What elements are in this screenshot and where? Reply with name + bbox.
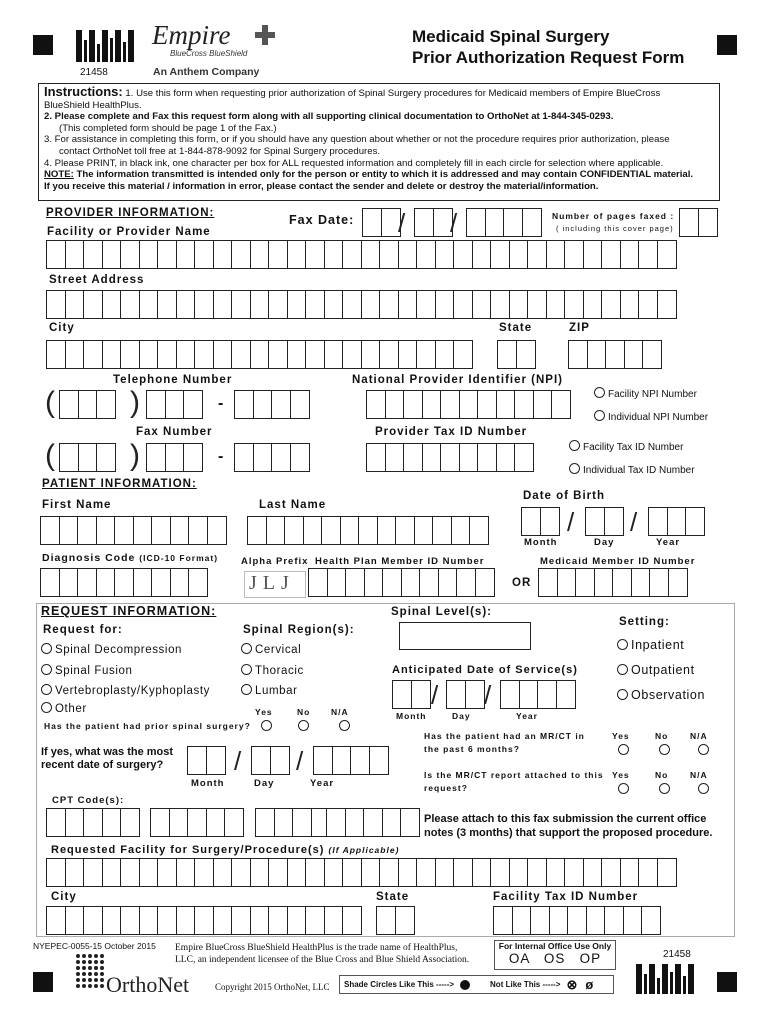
zip-input[interactable] (568, 340, 661, 369)
spinal-level-label: Spinal Level(s): (391, 606, 492, 618)
registration-mark-top-left (33, 35, 53, 55)
dob-slash-2: / (630, 507, 638, 537)
mr2-no-label: No (655, 770, 669, 780)
dob-month[interactable] (521, 507, 558, 536)
form-id: NYEPEC-0055-15 October 2015 (33, 941, 156, 951)
mr2-no-radio[interactable] (659, 783, 670, 794)
npi-label: National Provider Identifier (NPI) (352, 374, 563, 386)
pages-faxed-sub: ( including this cover page) (556, 224, 674, 233)
dob-month-label: Month (524, 537, 558, 548)
last-name-input[interactable] (247, 516, 488, 545)
service-slash-2: / (484, 680, 492, 710)
facility-tax-radio[interactable] (569, 440, 580, 451)
facility-tax-id-input[interactable] (493, 906, 660, 935)
mr-question-1: Has the patient had an MR/CT in (424, 731, 585, 741)
outpatient-label: Outpatient (631, 663, 695, 677)
service-year-label: Year (516, 711, 538, 721)
vertebroplasty-label: Vertebroplasty/Kyphoplasty (55, 685, 210, 697)
registration-mark-top-right (717, 35, 737, 55)
form-code-top: 21458 (80, 67, 108, 78)
phone-paren-close: ) (130, 386, 140, 419)
facility-npi-option[interactable] (594, 387, 697, 400)
fusion-radio[interactable] (41, 664, 52, 675)
trade-line-1: Empire BlueCross BlueShield HealthPlus is the trade name of HealthPlus, (175, 943, 458, 953)
registration-mark-bottom-left (33, 972, 53, 992)
orthonet-dots-icon (76, 954, 104, 988)
fax-paren-close: ) (130, 439, 140, 472)
mr2-na-label: N/A (690, 770, 708, 780)
diagnosis-label (42, 552, 218, 564)
facility-tax-option[interactable] (569, 440, 683, 453)
phone-area-code[interactable] (59, 390, 115, 419)
first-name-label: First Name (42, 499, 112, 511)
phone-dash: - (218, 395, 224, 412)
fax-number-label: Fax Number (136, 426, 213, 438)
city-input[interactable] (46, 340, 472, 369)
region-thoracic[interactable] (241, 664, 304, 677)
thoracic-radio[interactable] (241, 664, 252, 675)
title-line-1: Medicaid Spinal Surgery (412, 27, 610, 46)
mr2-na-radio[interactable] (698, 783, 709, 794)
facility-state-label: State (376, 891, 410, 903)
individual-tax-radio[interactable] (569, 463, 580, 474)
alpha-prefix-value: JLJ (244, 571, 306, 598)
mr1-yes-radio[interactable] (618, 744, 629, 755)
city-label: City (49, 322, 75, 334)
other-label: Other (55, 703, 87, 715)
instruction-2: 2. Please complete and Fax this request form along with all supporting clinical documentation to OrthoNet at 1-844-345-0293. (44, 111, 614, 123)
note-line-2: If you receive this material / information in error, please contact the sender and delete or destroy the material/information. (44, 180, 599, 192)
fax-line[interactable] (234, 443, 308, 472)
decompression-label: Spinal Decompression (55, 644, 183, 656)
fax-prefix[interactable] (146, 443, 202, 472)
trade-line-2: LLC, an independent licensee of the Blue Cross and Blue Shield Association. (175, 955, 470, 965)
diagnosis-format: (ICD-10 Format) (139, 553, 219, 563)
fax-date-day[interactable] (414, 208, 451, 237)
fax-date-slash-2: / (450, 208, 458, 238)
logo-name: Empire (152, 20, 231, 50)
setting-label: Setting: (619, 616, 670, 628)
shade-like-text: Shade Circles Like This -----> (344, 980, 455, 989)
attach-note (424, 812, 712, 840)
surgery-month-label: Month (191, 778, 225, 789)
first-name-input[interactable] (40, 516, 225, 545)
mr1-no-radio[interactable] (659, 744, 670, 755)
spinal-region-label: Spinal Region(s): (243, 624, 355, 636)
request-section-title: REQUEST INFORMATION: (41, 604, 217, 618)
dob-year-label: Year (656, 537, 681, 548)
observation-label: Observation (631, 688, 705, 702)
note-label: NOTE: (44, 169, 74, 181)
requested-facility-label (51, 844, 399, 856)
office-use-label: For Internal Office Use Only (498, 941, 612, 951)
recent-date-q2: recent date of surgery? (41, 759, 164, 771)
logo-sub: BlueCross BlueShield (170, 49, 248, 58)
title-line-2: Prior Authorization Request Form (412, 48, 685, 67)
tax-id-input[interactable] (366, 443, 533, 472)
prior-yes-label: Yes (255, 707, 273, 717)
individual-tax-option[interactable] (569, 463, 695, 476)
dob-label: Date of Birth (523, 490, 605, 502)
prior-surgery-question: Has the patient had prior spinal surgery? (44, 721, 251, 731)
provider-section-title: PROVIDER INFORMATION: (46, 207, 215, 219)
facility-state-input[interactable] (376, 906, 413, 935)
pages-faxed-label: Number of pages faxed : (552, 211, 675, 221)
state-label: State (499, 322, 533, 334)
facility-tax-id-label: Facility Tax ID Number (493, 891, 639, 903)
facility-tax-label: Facility Tax ID Number (583, 442, 684, 453)
mr-question-2: Is the MR/CT report attached to this (424, 770, 604, 780)
option-spinal-fusion[interactable] (41, 664, 132, 677)
shade-instructions-box (339, 975, 614, 994)
fax-date-year[interactable] (466, 208, 540, 237)
instruction-1: 1. Use this form when requesting prior authorization of Spinal Surgery procedures for Medicaid members of Empire BlueCross (125, 88, 661, 99)
requested-facility-input[interactable] (46, 858, 675, 887)
blue-cross-shield-icon (254, 24, 276, 46)
note-line (44, 169, 714, 181)
phone-paren-open: ( (45, 386, 55, 419)
dob-slash-1: / (567, 507, 575, 537)
option-vertebroplasty[interactable] (41, 684, 210, 697)
facility-npi-radio[interactable] (594, 387, 605, 398)
mr1-na-radio[interactable] (698, 744, 709, 755)
dob-year[interactable] (648, 507, 704, 536)
surgery-slash-2: / (296, 746, 304, 776)
outpatient-radio[interactable] (617, 664, 628, 675)
surgery-year[interactable] (313, 746, 387, 775)
cervical-label: Cervical (255, 644, 302, 656)
surgery-year-label: Year (310, 778, 335, 789)
instructions-line-1 (44, 86, 714, 100)
attach-note-2: notes (3 months) that support the proposed procedure. (424, 827, 713, 839)
slashed-circle-icon: ø (585, 977, 594, 992)
prior-na-label: N/A (331, 707, 349, 717)
logo-tagline: An Anthem Company (153, 66, 260, 78)
dob-day-label: Day (594, 537, 615, 548)
individual-tax-label: Individual Tax ID Number (583, 465, 695, 476)
mr2-yes-radio[interactable] (618, 783, 629, 794)
npi-input[interactable] (366, 390, 570, 419)
fax-area-code[interactable] (59, 443, 115, 472)
copyright: Copyright 2015 OrthoNet, LLC (215, 982, 330, 992)
cpt-code-1[interactable] (46, 808, 139, 837)
option-spinal-decompression[interactable] (41, 643, 182, 656)
mr1-yes-label: Yes (612, 731, 630, 741)
fusion-label: Spinal Fusion (55, 665, 133, 677)
individual-npi-radio[interactable] (594, 410, 605, 421)
other-radio[interactable] (41, 702, 52, 713)
option-other[interactable] (41, 702, 87, 715)
medicaid-id-label: Medicaid Member ID Number (540, 556, 696, 567)
thoracic-label: Thoracic (255, 665, 304, 677)
prior-no-label: No (297, 707, 311, 717)
inpatient-radio[interactable] (617, 639, 628, 650)
inpatient-label: Inpatient (631, 638, 685, 652)
facility-name-input[interactable] (46, 240, 675, 269)
orthonet-logo: OrthoNet (106, 972, 190, 997)
recent-date-question (41, 746, 173, 772)
mr-question-1b: the past 6 months? (424, 744, 520, 754)
form-code-bottom: 21458 (663, 949, 691, 960)
or-label: OR (512, 577, 532, 589)
service-slash-1: / (431, 680, 439, 710)
instruction-3: 3. For assistance in completing this form, or if you should have any question about whether or not the procedure requires prior authorization, please (44, 134, 670, 146)
surgery-day-label: Day (254, 778, 275, 789)
instruction-2b: (This completed form should be page 1 of the Fax.) (59, 122, 277, 134)
surgery-day[interactable] (251, 746, 288, 775)
setting-observation[interactable] (617, 688, 705, 702)
cervical-radio[interactable] (241, 643, 252, 654)
if-applicable-text: (If Applicable) (328, 845, 400, 855)
fax-dash: - (218, 448, 224, 465)
prior-yes-radio[interactable] (261, 720, 272, 731)
medicaid-id-input[interactable] (538, 568, 686, 597)
vertebroplasty-radio[interactable] (41, 684, 52, 695)
surgery-month[interactable] (187, 746, 224, 775)
instructions-box (38, 83, 720, 201)
patient-section-title: PATIENT INFORMATION: (42, 478, 197, 490)
street-label: Street Address (49, 274, 145, 286)
requested-facility-text: Requested Facility for Surgery/Procedure(s) (51, 844, 325, 856)
service-day-label: Day (452, 711, 471, 721)
individual-npi-option[interactable] (594, 410, 708, 423)
empire-logo (152, 22, 282, 62)
facility-city-label: City (51, 891, 77, 903)
phone-prefix[interactable] (146, 390, 202, 419)
registration-mark-bottom-right (717, 972, 737, 992)
tax-id-label: Provider Tax ID Number (375, 426, 528, 438)
crossed-circle-icon: ⊗ (566, 976, 578, 992)
filled-circle-icon (460, 980, 470, 990)
fax-date-label: Fax Date: (289, 213, 355, 227)
service-year[interactable] (500, 680, 574, 709)
instruction-3b: contact OrthoNet toll free at 1-844-878-9092 for Spinal Surgery procedures. (59, 145, 381, 157)
facility-npi-label: Facility NPI Number (608, 389, 697, 400)
diagnosis-text: Diagnosis Code (42, 552, 136, 564)
barcode-top (76, 30, 134, 62)
service-day[interactable] (446, 680, 483, 709)
mr1-no-label: No (655, 731, 669, 741)
facility-city-input[interactable] (46, 906, 361, 935)
instructions-heading: Instructions: (44, 84, 123, 99)
diagnosis-input[interactable] (40, 568, 207, 597)
fax-date-month[interactable] (362, 208, 399, 237)
note-text: The information transmitted is intended only for the person or entity to which it is addressed and may contain CONFIDENTIAL material. (73, 169, 694, 181)
alpha-prefix-label: Alpha Prefix (241, 556, 309, 567)
recent-date-q1: If yes, what was the most (41, 746, 174, 758)
mr2-yes-label: Yes (612, 770, 630, 780)
mr-question-2b: request? (424, 783, 468, 793)
phone-line[interactable] (234, 390, 308, 419)
instruction-4: 4. Please PRINT, in black ink, one character per box for ALL requested information and completely fill in each circle for selection where applicable. (44, 157, 664, 169)
fax-paren-open: ( (45, 439, 55, 472)
prior-no-radio[interactable] (298, 720, 309, 731)
cpt-code-2[interactable] (150, 808, 243, 837)
pages-faxed-input[interactable] (679, 208, 716, 237)
mr1-na-label: N/A (690, 731, 708, 741)
zip-label: ZIP (569, 322, 590, 334)
office-use-codes: OA OS OP (508, 951, 602, 966)
lumbar-label: Lumbar (255, 685, 298, 697)
cpt-code-4[interactable] (326, 808, 419, 837)
facility-name-label: Facility or Provider Name (47, 226, 211, 238)
request-for-label: Request for: (43, 624, 123, 636)
attach-note-1: Please attach to this fax submission the current office (424, 813, 707, 825)
region-cervical[interactable] (241, 643, 301, 656)
spinal-level-input[interactable] (399, 622, 531, 650)
dob-day[interactable] (585, 507, 622, 536)
not-like-text: Not Like This -----> (490, 980, 561, 989)
health-plan-id-label: Health Plan Member ID Number (315, 556, 485, 567)
last-name-label: Last Name (259, 499, 327, 511)
street-input[interactable] (46, 290, 675, 319)
observation-radio[interactable] (617, 689, 628, 700)
service-month[interactable] (392, 680, 429, 709)
setting-outpatient[interactable] (617, 663, 695, 677)
office-use-box (494, 940, 616, 970)
region-lumbar[interactable] (241, 684, 298, 697)
prior-na-radio[interactable] (339, 720, 350, 731)
decompression-radio[interactable] (41, 643, 52, 654)
telephone-label: Telephone Number (113, 374, 233, 386)
fax-date-slash-1: / (398, 208, 406, 238)
surgery-slash-1: / (234, 746, 242, 776)
service-month-label: Month (396, 711, 427, 721)
health-plan-id-input[interactable] (308, 568, 493, 597)
setting-inpatient[interactable] (617, 638, 684, 652)
individual-npi-label: Individual NPI Number (608, 412, 709, 423)
anticipated-date-label: Anticipated Date of Service(s) (392, 664, 578, 676)
cpt-label: CPT Code(s): (52, 795, 125, 806)
trade-name-text (175, 942, 469, 966)
form-title (412, 26, 684, 68)
barcode-bottom (636, 964, 694, 994)
state-input[interactable] (497, 340, 534, 369)
lumbar-radio[interactable] (241, 684, 252, 695)
instruction-1b: BlueShield HealthPlus. (44, 99, 142, 111)
